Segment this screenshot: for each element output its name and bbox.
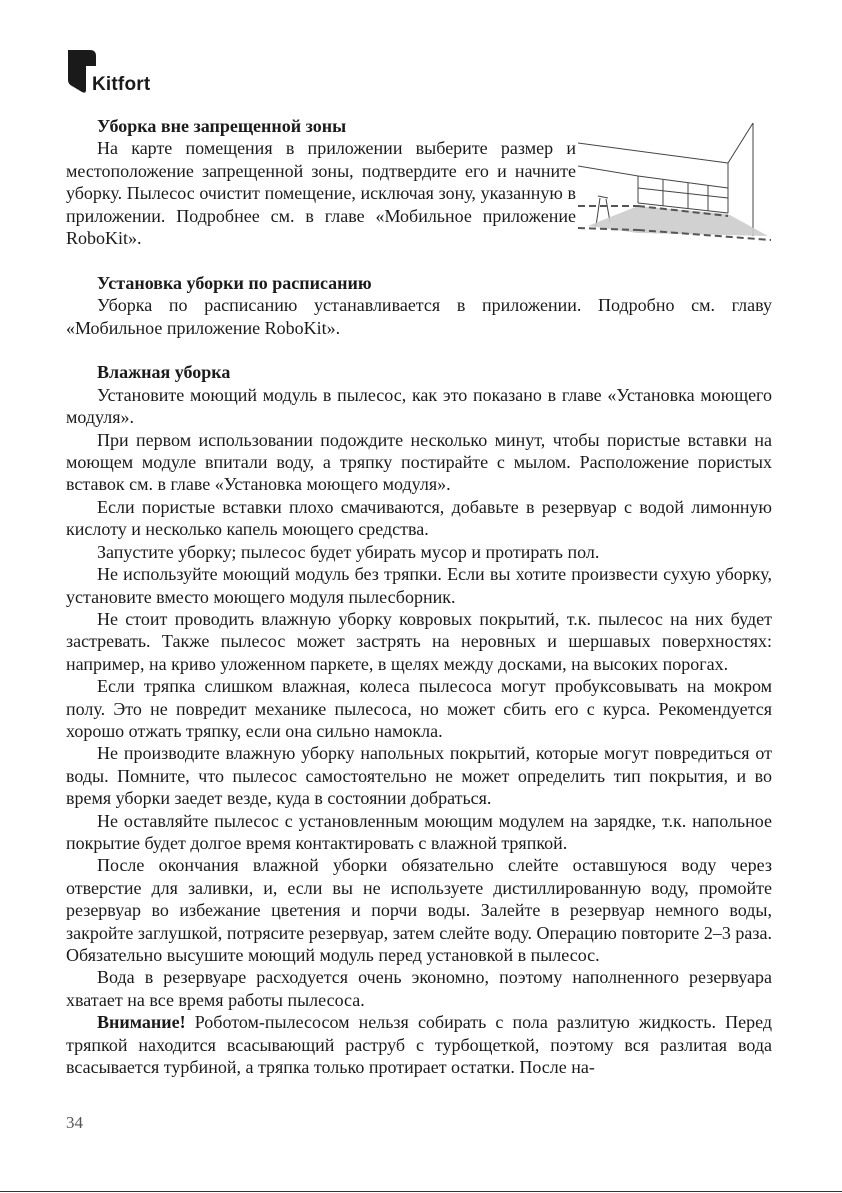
page-content — [66, 115, 772, 1078]
warning-paragraph — [66, 1011, 772, 1078]
paragraph: Запустите уборку; пылесос будет убирать мусор и протирать пол. — [97, 541, 600, 562]
section-heading: Влажная уборка — [97, 362, 231, 383]
section-heading: Уборка вне запрещенной зоны — [97, 116, 347, 136]
page-number: 34 — [66, 1113, 83, 1132]
paragraph: Не используйте моющий модуль без тряпки. Если вы хотите произвести сухую уборку, установите вместо моющего модуля пылесборник. — [66, 564, 772, 607]
paragraph: При первом использовании подождите несколько минут, чтобы пористые вставки на моющем модуле впитали воду, а тряпку постирайте с мылом. Расположение пористых вставок см. в главе «Установка моющего модуля». — [66, 429, 772, 495]
paragraph: Не оставляйте пылесос с установленным моющим модулем на зарядке, т.к. напольное покрытие будет долгое время контактировать с влажной тряпкой. — [66, 810, 772, 853]
paragraph: Если пористые вставки плохо смачиваются, добавьте в резервуар с водой лимонную кислоту и несколько капель моющего средства. — [66, 496, 772, 540]
section-heading: Установка уборки по расписанию — [97, 272, 372, 293]
section-wet-cleaning — [66, 361, 772, 1078]
page-bottom-rule — [0, 1191, 842, 1192]
section-schedule — [66, 272, 772, 339]
paragraph: Уборка по расписанию устанавливается в приложении. Подробно см. главу «Мобильное приложение RoboKit». — [66, 295, 772, 338]
brand-name: Kitfort — [92, 74, 151, 95]
paragraph: После окончания влажной уборки обязательно слейте оставшуюся воду через отверстие для заливки, и, если вы не используете дистиллированную воду, промойте резервуар во избежание цветения и порчи воды. Залейте в резервуар немного воды, закройте заглушкой, потрясите резервуар, затем слейте воду. Операцию повторите 2–3 раза. Обязательно высушите моющий модуль перед установкой в пылесос. — [66, 855, 772, 965]
paragraph: Установите моющий модуль в пылесос, как это показано в главе «Установка моющего модуля». — [66, 384, 772, 428]
paragraph: Не производите влажную уборку напольных покрытий, которые могут повредиться от воды. Помните, что пылесос самостоятельно не может определить тип покрытия, и во время уборки заедет везде, куда в состоянии добраться. — [66, 743, 772, 809]
paragraph: Вода в резервуаре расходуется очень экономно, поэтому наполненного резервуара хватает на все время работы пылесоса. — [66, 967, 772, 1010]
paragraph: На карте помещения в приложении выберите размер и местоположение запрещенной зоны, подтвердите его и начните уборку. Пылесос очистит помещение, исключая зону, указанную в приложении. Подробнее см. в главе «Мобильное приложение RoboKit». — [66, 138, 576, 249]
section-no-go-zone — [66, 115, 772, 249]
paragraph: Если тряпка слишком влажная, колеса пылесоса могут пробуксовывать на мокром полу. Это не повредит механике пылесоса, но может сбить его с курса. Рекомендуется хорошо отжать тряпку, если она сильно намокла. — [66, 676, 772, 741]
warning-text: Роботом-пылесосом нельзя собирать с пола разлитую жидкость. Перед тряпкой находится всасывающий раструб с турбощеткой, поэтому вся разлитая вода всасывается турбиной, а тряпка только протирает остатки. После на- — [66, 1012, 772, 1078]
warning-label: Внимание! — [97, 1012, 186, 1033]
paragraph: Не стоит проводить влажную уборку ковровых покрытий, т.к. пылесос на них будет застревать. Также пылесос может застрять на неровных и шершавых поверхностях: например, на криво уложенном паркете, в щелях между досками, на высоких порогах. — [66, 608, 772, 674]
